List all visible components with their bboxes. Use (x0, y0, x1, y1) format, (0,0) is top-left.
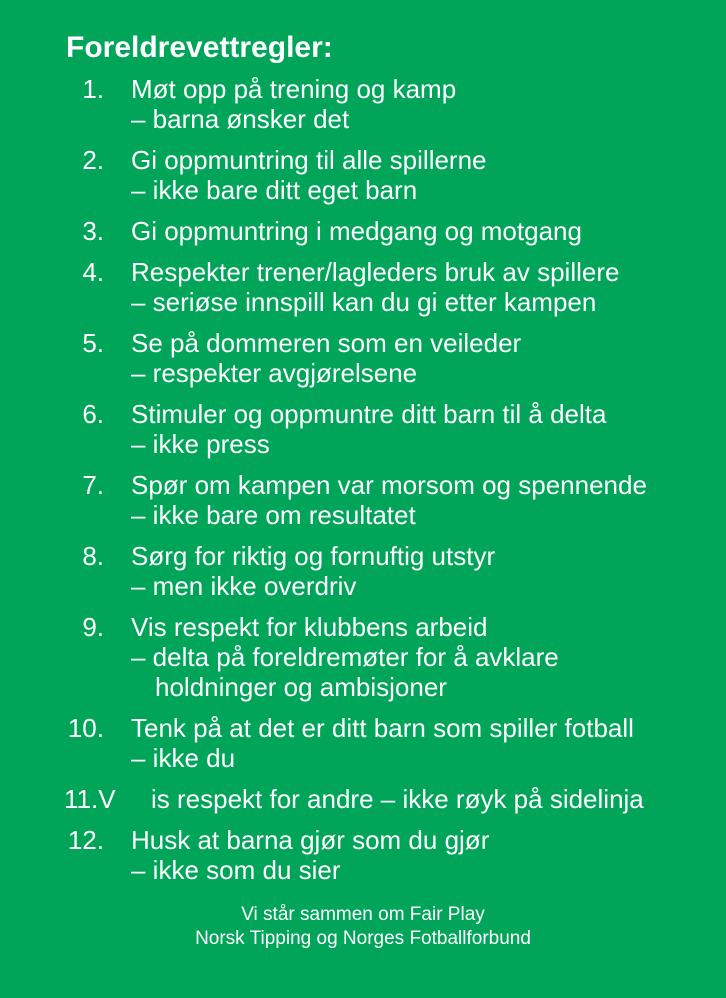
footer-organizations: Norsk Tipping og Norges Fotballforbund (195, 928, 531, 949)
rule-number: 1. (82, 74, 104, 104)
rule-item-5 (0, 328, 726, 388)
rule-number: 3. (82, 216, 104, 246)
rule-subtext: – ikke bare om resultatet (131, 500, 416, 530)
rule-text: Tenk på at det er ditt barn som spiller fotball (131, 713, 634, 743)
rule-item-1 (0, 74, 726, 134)
rule-number: 11.V (64, 784, 116, 814)
rule-number: 8. (82, 541, 104, 571)
rule-text: Vis respekt for klubbens arbeid (131, 612, 488, 642)
rule-text: Husk at barna gjør som du gjør (131, 825, 490, 855)
rule-subtext: – barna ønsker det (131, 104, 350, 134)
rule-item-9 (0, 612, 726, 702)
rule-subtext-continued: holdninger og ambisjoner (155, 672, 447, 702)
rule-text: Stimuler og oppmuntre ditt barn til å delta (131, 399, 607, 429)
rule-number: 9. (82, 612, 104, 642)
rule-subtext: – ikke bare ditt eget barn (131, 175, 418, 205)
rule-item-2 (0, 145, 726, 205)
rule-text: is respekt for andre – ikke røyk på sidelinja (151, 784, 644, 814)
rule-number: 7. (82, 470, 104, 500)
rule-subtext: – men ikke overdriv (131, 571, 357, 601)
page-title: Foreldrevettregler: (66, 31, 333, 64)
rule-number: 10. (67, 713, 104, 743)
rule-text: Møt opp på trening og kamp (131, 74, 457, 104)
rule-item-6 (0, 399, 726, 459)
rule-subtext: – delta på foreldremøter for å avklare (131, 642, 559, 672)
rule-text: Respekter trener/lagleders bruk av spillere (131, 257, 620, 287)
rule-subtext: – ikke som du sier (131, 855, 341, 885)
rule-text: Sørg for riktig og fornuftig utstyr (131, 541, 496, 571)
rule-item-4 (0, 257, 726, 317)
rule-number: 2. (82, 145, 104, 175)
rule-subtext: – seriøse innspill kan du gi etter kampen (131, 287, 597, 317)
rule-number: 5. (82, 328, 104, 358)
rule-text: Se på dommeren som en veileder (131, 328, 522, 358)
footer-slogan: Vi står sammen om Fair Play (241, 904, 485, 925)
footer (0, 903, 726, 951)
rules-list (0, 74, 726, 896)
rule-text: Spør om kampen var morsom og spennende (131, 470, 647, 500)
rule-number: 12. (67, 825, 104, 855)
rule-number: 4. (82, 257, 104, 287)
rule-item-3 (0, 216, 726, 246)
rule-text: Gi oppmuntring i medgang og motgang (131, 216, 582, 246)
rule-subtext: – ikke du (131, 743, 236, 773)
rule-item-12 (0, 825, 726, 885)
rule-item-7 (0, 470, 726, 530)
rule-text: Gi oppmuntring til alle spillerne (131, 145, 487, 175)
rule-subtext: – ikke press (131, 429, 270, 459)
rule-item-11 (0, 784, 726, 814)
rule-item-10 (0, 713, 726, 773)
rule-number: 6. (82, 399, 104, 429)
rule-subtext: – respekter avgjørelsene (131, 358, 418, 388)
rule-item-8 (0, 541, 726, 601)
